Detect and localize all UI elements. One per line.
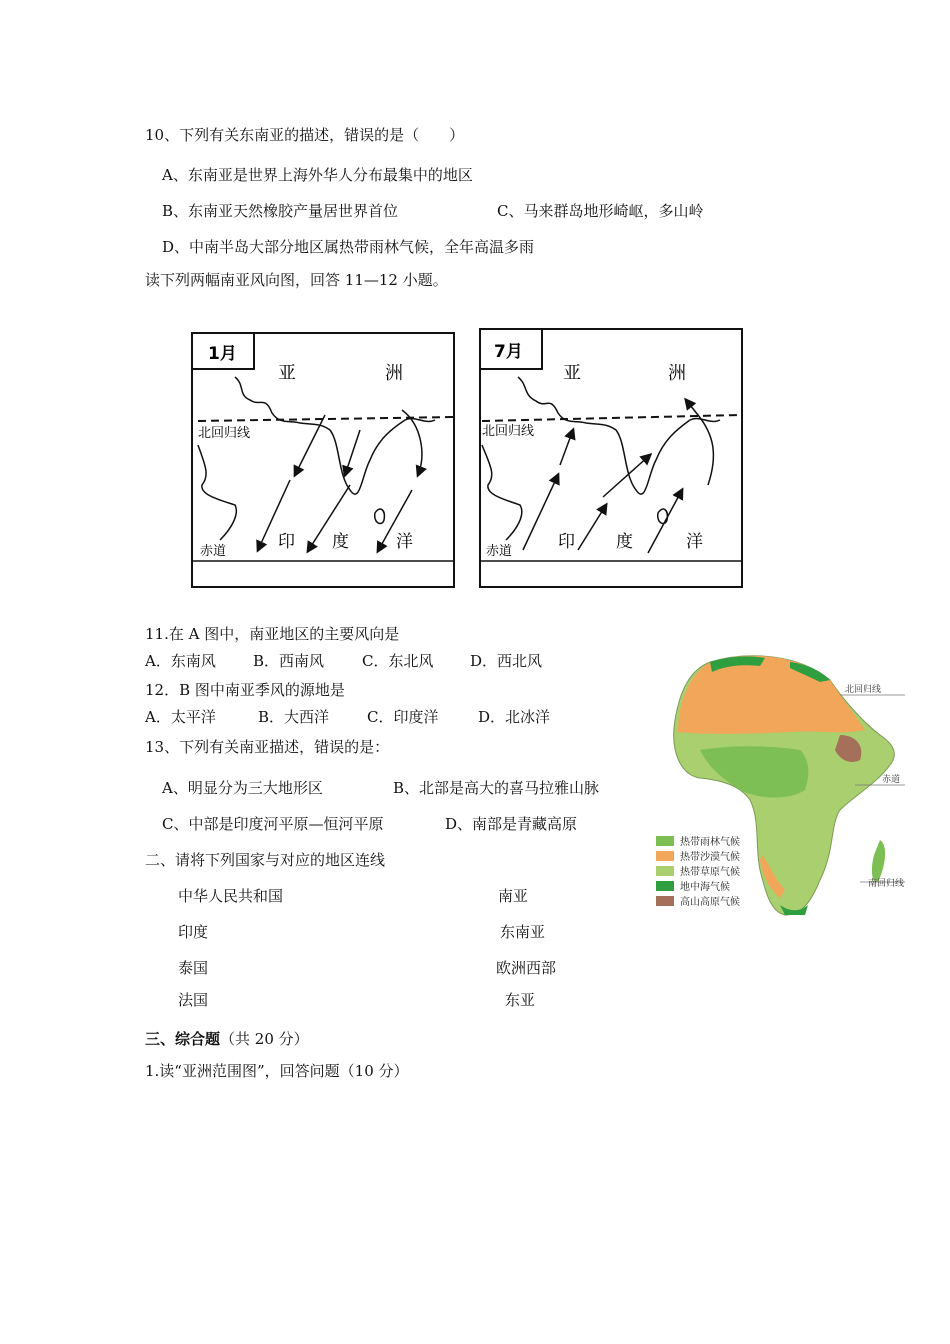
q13-option-c: C、中部是印度河平原—恒河平原 <box>162 815 384 833</box>
country-4: 法国 <box>178 991 209 1009</box>
map-a-ocean-1: 印 <box>278 532 295 552</box>
south-asia-wind-maps <box>190 325 750 600</box>
map-b-month: 7月 <box>494 342 523 362</box>
q11-option-d: D．西北风 <box>470 652 543 670</box>
legend-label-3: 热带草原气候 <box>680 867 740 878</box>
legend-label-2: 热带沙漠气候 <box>680 852 740 863</box>
q12-option-b: B．大西洋 <box>258 708 330 726</box>
region-3: 欧洲西部 <box>496 959 557 977</box>
q10-option-a: A、东南亚是世界上海外华人分布最集中的地区 <box>162 166 473 184</box>
q11-option-a: A．东南风 <box>145 652 216 670</box>
map-b-ocean-1: 印 <box>558 532 575 552</box>
map-b-equator-label: 赤道 <box>486 544 513 559</box>
section3-heading <box>145 1029 309 1049</box>
map-b-asia-2: 洲 <box>668 363 686 384</box>
africa-tropic-north-label: 北回归线 <box>845 685 882 695</box>
country-1: 中华人民共和国 <box>178 887 284 905</box>
country-3: 泰国 <box>178 959 209 977</box>
section3-points: （共 20 分） <box>220 1030 309 1048</box>
country-2: 印度 <box>178 923 209 941</box>
africa-legend <box>656 835 740 908</box>
wind-map-b <box>480 329 742 587</box>
q11-option-b: B．西南风 <box>253 652 325 670</box>
map-a-month: 1月 <box>208 344 237 364</box>
q11-stem: 11.在 A 图中，南亚地区的主要风向是 <box>145 625 400 643</box>
section2-title: 二、请将下列国家与对应的地区连线 <box>145 851 386 869</box>
region-4: 东亚 <box>505 991 536 1009</box>
q10-option-d: D、中南半岛大部分地区属热带雨林气候，全年高温多雨 <box>162 238 535 256</box>
q10-option-b: B、东南亚天然橡胶产量居世界首位 <box>162 202 399 220</box>
q13-option-b: B、北部是高大的喜马拉雅山脉 <box>393 779 600 797</box>
q12-stem: 12．B 图中南亚季风的源地是 <box>145 681 345 699</box>
map-a-equator-label: 赤道 <box>200 544 227 559</box>
q10-option-c: C、马来群岛地形崎岖，多山岭 <box>497 202 704 220</box>
section3-title: 三、综合题 <box>145 1030 221 1048</box>
region-1: 南亚 <box>498 887 529 905</box>
q10-stem: 10、下列有关东南亚的描述，错误的是（ ） <box>145 126 465 144</box>
map-a-tropic-label: 北回归线 <box>198 426 251 441</box>
q11-option-c: C．东北风 <box>362 652 434 670</box>
map-a-ocean-2: 度 <box>332 532 349 552</box>
map-a-asia-2: 洲 <box>385 363 403 384</box>
map-b-ocean-2: 度 <box>616 532 633 552</box>
q12-option-a: A．太平洋 <box>145 708 216 726</box>
q13-option-d: D、南部是青藏高原 <box>445 815 578 833</box>
map-b-ocean-3: 洋 <box>686 532 703 552</box>
map-a-asia-1: 亚 <box>278 363 296 384</box>
intro-11-12: 读下列两幅南亚风向图，回答 11—12 小题。 <box>145 271 448 289</box>
africa-equator-label: 赤道 <box>882 775 901 785</box>
map-a-ocean-3: 洋 <box>396 532 413 552</box>
section3-q1: 1.读“亚洲范围图”，回答问题（10 分） <box>145 1062 409 1080</box>
region-2: 东南亚 <box>500 923 546 941</box>
q12-option-d: D．北冰洋 <box>478 708 551 726</box>
legend-label-1: 热带雨林气候 <box>680 837 740 848</box>
africa-climate-map <box>640 650 910 920</box>
legend-label-5: 高山高原气候 <box>680 897 740 908</box>
wind-map-a <box>192 333 454 587</box>
q12-option-c: C．印度洋 <box>367 708 439 726</box>
q13-stem: 13、下列有关南亚描述，错误的是： <box>145 738 390 756</box>
map-b-asia-1: 亚 <box>563 363 581 384</box>
legend-label-4: 地中海气候 <box>680 882 730 893</box>
map-b-tropic-label: 北回归线 <box>482 424 535 439</box>
africa-tropic-south-label: 南回归线 <box>868 879 905 889</box>
q13-option-a: A、明显分为三大地形区 <box>162 779 323 797</box>
